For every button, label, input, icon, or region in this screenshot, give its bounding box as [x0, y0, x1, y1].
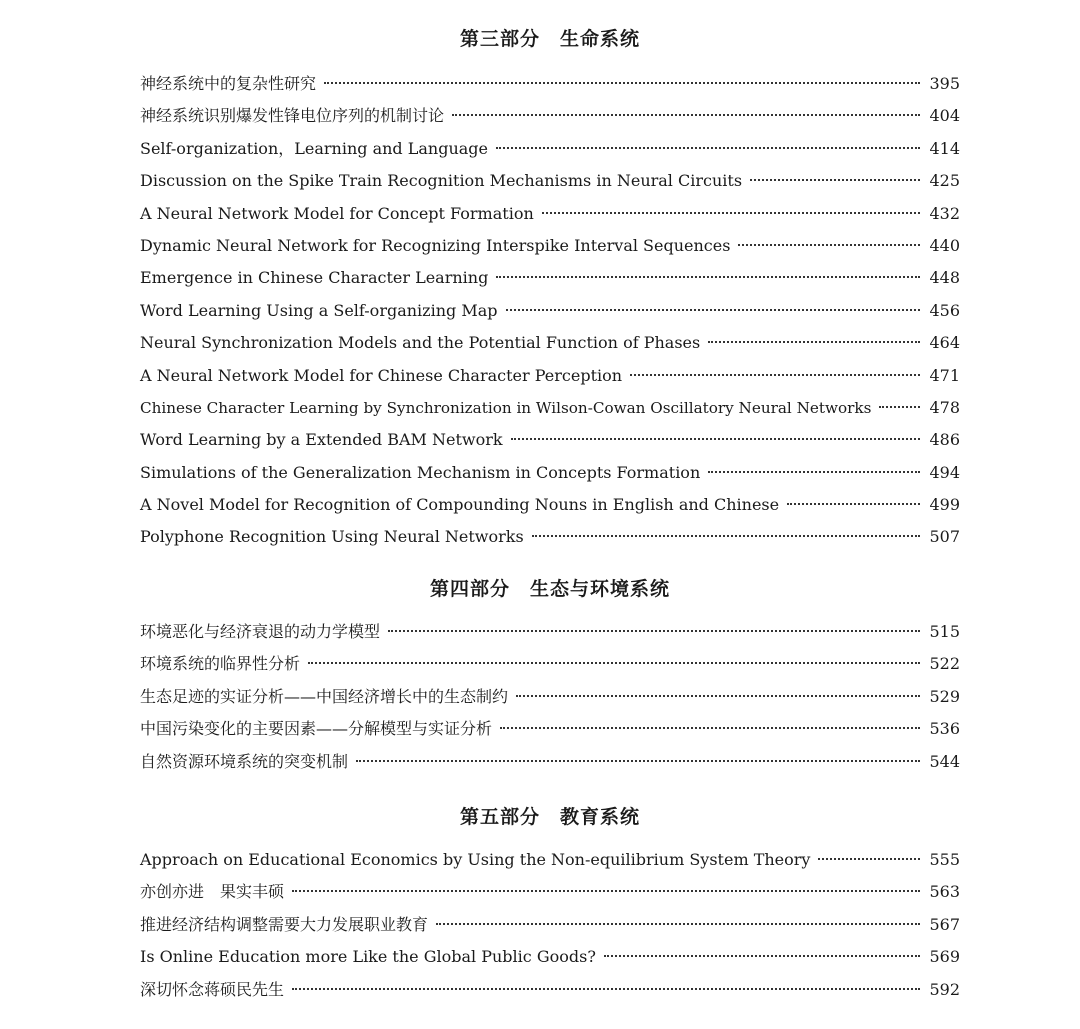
toc-entry[interactable] — [140, 268, 960, 300]
page-number: 464 — [929, 333, 960, 353]
dot-leader — [496, 147, 920, 149]
page-number: 563 — [929, 882, 960, 902]
toc-entry[interactable] — [140, 106, 960, 138]
entry-title: 亦创亦进 果实丰硕 — [140, 882, 285, 902]
toc-entry[interactable] — [140, 527, 960, 559]
dot-leader — [292, 988, 920, 990]
entry-title: 自然资源环境系统的突变机制 — [140, 751, 349, 771]
page-number: 440 — [929, 235, 960, 255]
page-number: 404 — [929, 106, 960, 126]
entry-title: Discussion on the Spike Train Recognition Mechanisms in Neural Circuits — [140, 171, 743, 191]
toc-entry[interactable] — [140, 622, 960, 654]
toc-entry[interactable] — [140, 398, 960, 430]
toc-entry[interactable] — [140, 139, 960, 171]
dot-leader — [750, 179, 920, 181]
page-number: 515 — [929, 622, 960, 641]
dot-leader — [879, 406, 920, 408]
entry-title: 中国污染变化的主要因素——分解模型与实证分析 — [140, 719, 493, 739]
entry-title: 生态足迹的实证分析——中国经济增长中的生态制约 — [140, 686, 509, 706]
entry-title: Approach on Educational Economics by Using the Non-equilibrium System Theory — [140, 850, 811, 869]
page-number: 529 — [929, 686, 960, 706]
dot-leader — [324, 82, 920, 84]
dot-leader — [604, 955, 920, 957]
page-number: 522 — [929, 654, 960, 674]
entry-title: Emergence in Chinese Character Learning — [140, 268, 489, 288]
toc-entry[interactable] — [140, 687, 960, 719]
dot-leader — [511, 438, 920, 440]
dot-leader — [436, 923, 920, 925]
toc-entry[interactable] — [140, 204, 960, 236]
section-title: 第四部分 生态与环境系统 — [429, 578, 670, 600]
page-number: 432 — [929, 203, 960, 223]
dot-leader — [388, 630, 920, 632]
entry-title: Self-organization，Learning and Language — [140, 138, 489, 158]
page-number: 592 — [929, 979, 960, 999]
entry-title: Word Learning Using a Self-organizing Map — [140, 300, 498, 320]
toc-entry[interactable] — [140, 980, 960, 1012]
dot-leader — [356, 760, 920, 762]
toc-entry[interactable] — [140, 333, 960, 365]
page-number: 536 — [929, 719, 960, 739]
entry-title: A Novel Model for Recognition of Compounding Nouns in English and Chinese — [140, 495, 780, 515]
dot-leader — [738, 244, 920, 246]
section-title: 第五部分 教育系统 — [459, 806, 640, 828]
page-number: 494 — [929, 462, 960, 482]
toc-entry[interactable] — [140, 236, 960, 268]
entry-title: 环境系统的临界性分析 — [140, 654, 301, 674]
dot-leader — [506, 309, 920, 311]
toc-entry[interactable] — [140, 430, 960, 462]
page-number: 499 — [929, 495, 960, 515]
entry-title: A Neural Network Model for Concept Formation — [140, 203, 534, 223]
toc-entry[interactable] — [140, 654, 960, 686]
toc-entry[interactable] — [140, 947, 960, 979]
entry-title: Chinese Character Learning by Synchronization in Wilson-Cowan Oscillatory Neural Networks — [140, 398, 872, 417]
dot-leader — [542, 212, 920, 214]
page-number: 567 — [929, 914, 960, 934]
dot-leader — [787, 503, 920, 505]
entry-title: A Neural Network Model for Chinese Character Perception — [140, 365, 623, 385]
toc-entry[interactable] — [140, 882, 960, 914]
toc-entry[interactable] — [140, 366, 960, 398]
dot-leader — [708, 471, 920, 473]
toc-entry[interactable] — [140, 850, 960, 882]
page-number: 486 — [929, 430, 960, 450]
dot-leader — [496, 276, 920, 278]
page-number: 555 — [929, 850, 960, 869]
toc-entry[interactable] — [140, 301, 960, 333]
page-number: 414 — [929, 138, 960, 158]
page-number: 448 — [929, 268, 960, 288]
page-number: 478 — [929, 397, 960, 417]
dot-leader — [630, 374, 920, 376]
dot-leader — [516, 695, 920, 697]
dot-leader — [452, 114, 920, 116]
page-number: 456 — [929, 300, 960, 320]
toc-entry[interactable] — [140, 719, 960, 751]
entry-title: 环境恶化与经济衰退的动力学模型 — [140, 622, 381, 641]
entry-title: Word Learning by a Extended BAM Network — [140, 430, 503, 450]
entry-title: 神经系统中的复杂性研究 — [140, 74, 317, 93]
toc-entry[interactable] — [140, 171, 960, 203]
toc-entry[interactable] — [140, 752, 960, 784]
toc-entry[interactable] — [140, 74, 960, 106]
toc-entry[interactable] — [140, 463, 960, 495]
toc-entry[interactable] — [140, 495, 960, 527]
entry-title: Simulations of the Generalization Mechanism in Concepts Formation — [140, 462, 701, 482]
entry-title: Dynamic Neural Network for Recognizing Interspike Interval Sequences — [140, 235, 731, 255]
dot-leader — [818, 858, 920, 860]
entry-title: 深切怀念蒋硕民先生 — [140, 979, 285, 999]
section-title: 第三部分 生命系统 — [459, 28, 640, 50]
page-number: 569 — [929, 947, 960, 967]
dot-leader — [532, 535, 920, 537]
dot-leader — [308, 662, 920, 664]
dot-leader — [708, 341, 920, 343]
dot-leader — [500, 727, 920, 729]
entry-title: 神经系统识别爆发性锋电位序列的机制讨论 — [140, 106, 445, 126]
page-number: 544 — [929, 751, 960, 771]
page-number: 395 — [929, 74, 960, 93]
page-number: 425 — [929, 171, 960, 191]
entry-title: Is Online Education more Like the Global Public Goods? — [140, 947, 596, 967]
dot-leader — [292, 890, 920, 892]
entry-title: Polyphone Recognition Using Neural Networks — [140, 527, 524, 547]
toc-entry[interactable] — [140, 915, 960, 947]
entry-title: 推进经济结构调整需要大力发展职业教育 — [140, 914, 429, 934]
page-number: 471 — [929, 365, 960, 385]
entry-title: Neural Synchronization Models and the Potential Function of Phases — [140, 333, 701, 353]
page-number: 507 — [929, 527, 960, 547]
